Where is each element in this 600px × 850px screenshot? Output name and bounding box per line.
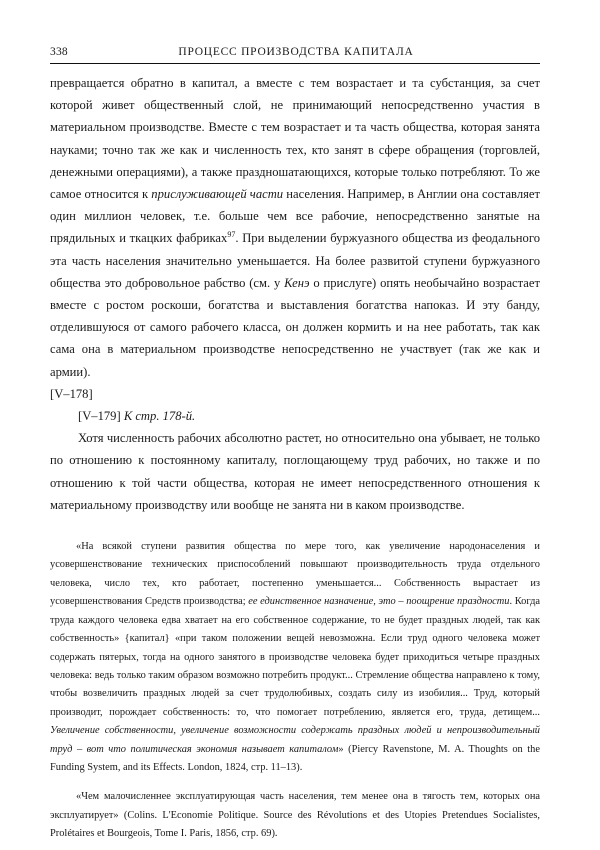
paragraph-text-d: о прислуге) опять необычайно возрастает вместе с ростом роскоши, богатства и выставления богатства напоказ. И эту банду, отделившуюся от самого рабочего класса, он должен кормить и на нее работать, так как сама она в материальном производстве непосредственно не участвует (так же как и армии). xyxy=(50,275,540,379)
paragraph-continuation xyxy=(50,72,540,383)
colins-seg-0: «Чем малочисленнее эксплуатирующая часть населения, тем менее она в тягость тем, которых она эксплуатирует» ( xyxy=(50,791,540,821)
quote-seg-2: . Когда труда каждого человека едва хватает на его собственное содержание, то не будет праздных людей, так как собственность» {капитал} «при таком положении вещей невозможна. Если труд одного человека может содержать пятерых, тогда на одного занятого в производстве человека будет приходиться четыре праздных человека: ведь только таким образом возможно потребить продукт... Стремление общества направлено к тому, чтобы возвеличить праздных людей за счет трудолюбивых, создать силу из изобилия... Труд, который производит, порождает собственность: то, что помогает потреблению, является его, труда, детищем... xyxy=(50,596,540,718)
quotation-ravenstone xyxy=(50,538,540,777)
manuscript-marker-v179-line xyxy=(50,405,540,427)
header-rule xyxy=(50,63,540,64)
quote-citation-ravenstone: Thoughts on the Funding System, and its Effects. London, 1824, стр. 11–13). xyxy=(50,743,540,773)
emphasis-quesnay: Кенэ xyxy=(284,275,310,290)
paragraph-text-b: населения. Например, в Англии она составляет один миллион человек, т.е. больше чем все рабочие, непосредственно занятые на прядильных и ткацких фабриках xyxy=(50,187,540,246)
page-number: 338 xyxy=(50,46,68,58)
quote-citation-colins: . L'Economie Politique. Source des Révolutions et des Utopies Pretendues Socialistes, Prolétaires et Bourgeois, Tome I. Paris, 1856, стр. 69). xyxy=(50,809,540,840)
running-head-title: ПРОЦЕСС ПРОИЗВОДСТВА КАПИТАЛА xyxy=(178,46,414,58)
running-head xyxy=(50,46,540,58)
quotations-block xyxy=(50,538,540,844)
paragraph-text-c: . При выделении буржуазного общества из феодального эта часть населения значительно уменьшается. На более развитой ступени буржуазного общества это добровольное рабство (см. у xyxy=(50,231,540,290)
body-column xyxy=(50,72,540,844)
manuscript-marker-v179-title: К стр. 178-й. xyxy=(123,409,196,424)
quotation-colins xyxy=(50,788,540,843)
quote-seg-4: » ( xyxy=(338,743,352,755)
emphasis-sluzhashchaya: прислуживающей части xyxy=(151,187,284,202)
manuscript-marker-v178: [V–178] xyxy=(50,386,93,401)
quote-seg-0: «На всякой ступени развития общества по мере того, как увеличение народонаселения и усовершенствование технических приспособлений повышают производительность труда отдельного человека, число тех, кто работает, постепенно уменьшается... Собственность вырастает из усовершенствования Средств производства; xyxy=(50,541,540,608)
manuscript-marker-v179: [V–179] xyxy=(78,409,121,424)
quote-seg-3-italic: Увеличение собственности, увеличение возможности содержать праздных людей и непроизводительный труд – вот что политическая экономия называет капиталом xyxy=(50,725,540,755)
quote-seg-1-italic: ее единственное назначение, это – поощрение праздности xyxy=(248,596,510,608)
paragraph-workers-number: Хотя численность рабочих абсолютно растет, но относительно она убывает, не только по отношению к постоянному капиталу, поглощающему труд рабочих, но также и по отношению к той части общества, которая не имеет непосредственного отношения к материальному производству или вообще не занята ни в каком производстве. xyxy=(50,431,540,512)
quote-separator xyxy=(50,777,540,788)
quote-author-colins: Colins xyxy=(127,809,155,821)
footnote-reference-97[interactable]: 97 xyxy=(227,230,236,240)
paragraph-text-a: превращается обратно в капитал, а вместе с тем возрастает и та субстанция, за счет которой живет общественный слой, не принимающий непосредственно участия в материальном производстве. Вместе с тем возрастает и та часть общества, которая занята науками; точно так же как и численность тех, кто занят в сфере обращения (торговлей, денежными операциями), а также праздношатающихся, которые только потребляют. То же самое относится к xyxy=(50,76,540,202)
quote-author-ravenstone: Piercy Ravenstone, M. A. xyxy=(351,743,465,755)
